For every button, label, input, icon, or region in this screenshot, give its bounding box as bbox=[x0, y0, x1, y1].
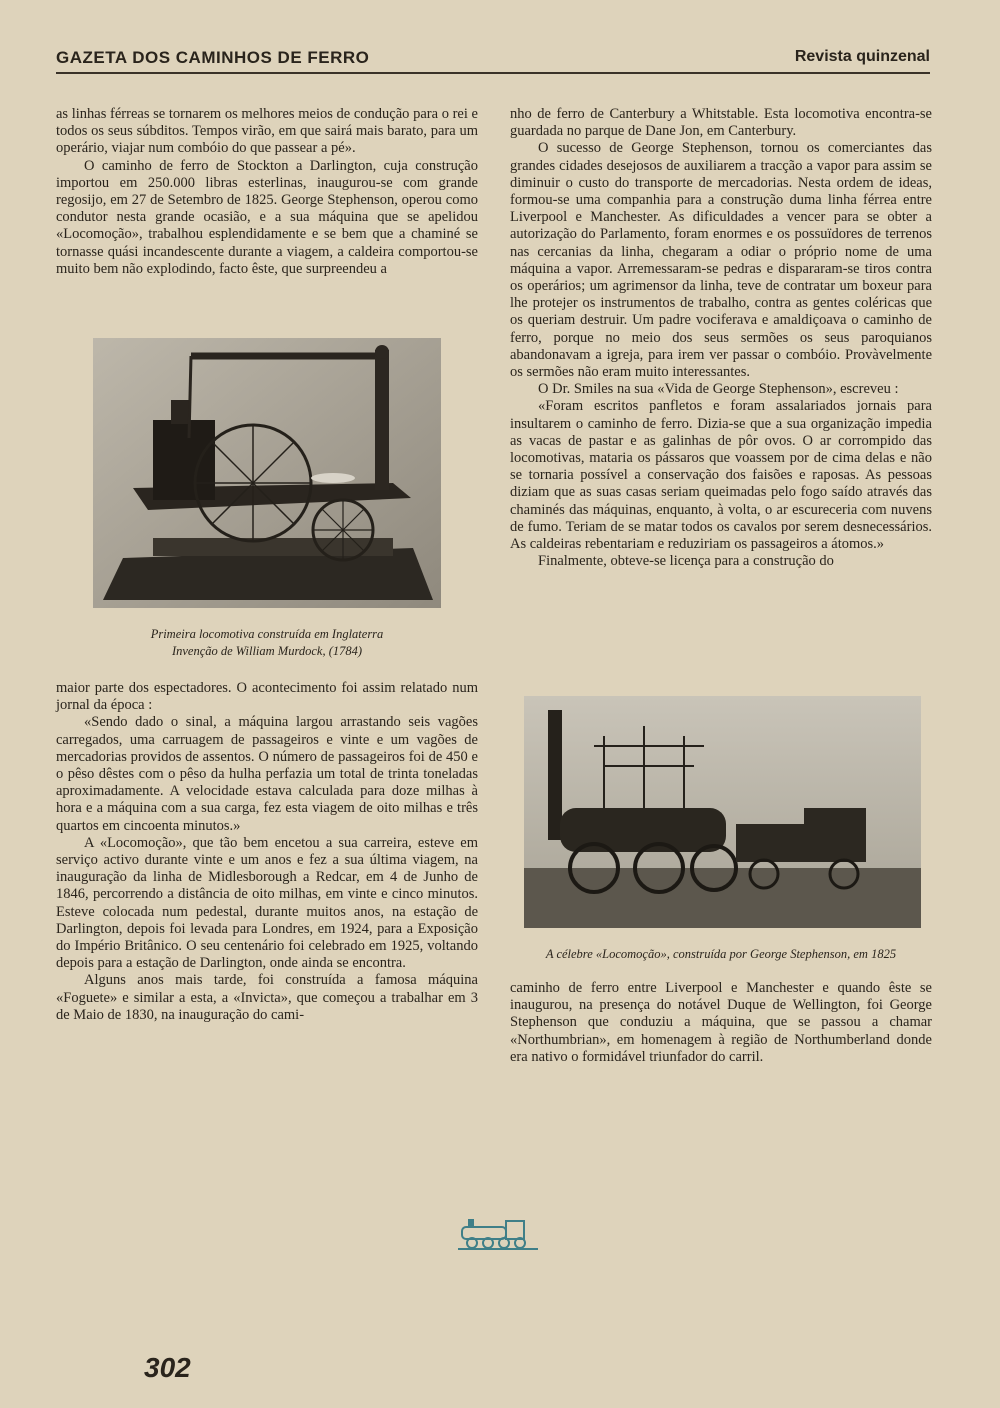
paragraph: O caminho de ferro de Stockton a Darlington, cuja construção importou em 250.000 libras esterlinas, inaugurou-se com grande regosijo, em 27 de Setembro de 1825. George Stephenson, operou como condutor nesta grande ocasião, e a sua máquina que se apelidou «Locomoção», trabalhou esplendidamente e se bem que a chaminé se tornasse quási incandescente durante a viagem, a caldeira comportou-se muito bem não explodindo, facto êste, que surpreendeu a bbox=[56, 157, 478, 277]
paragraph: Finalmente, obteve-se licença para a construção do bbox=[538, 553, 834, 570]
journal-subtitle: Revista quinzenal bbox=[794, 48, 930, 65]
murdock-locomotive-photo bbox=[93, 338, 441, 608]
paragraph: A «Locomoção», que tão bem encetou a sua carreira, esteve em serviço activo durante vinte e um anos e fez a sua última viagem, na inauguração da linha de Midlesborough a Redcar, em 4 de Junho de 1846, percorrendo a distância de oito milhas, em vinte e cinco minutos. Esteve colocada num pedestal, durante muitos anos, na estação de Darlington, depois foi levada para Londres, em 1924, para a Exposição do Império Britânico. O seu centenário foi celebrado em 1925, voltando depois para a estação de Darlington, onde ainda se encontra. bbox=[56, 834, 478, 972]
figure2-caption: A célebre «Locomoção», construída por George Stephenson, em 1825 bbox=[545, 947, 897, 961]
paragraph: O sucesso de George Stephenson, tornou os comerciantes das grandes cidades desejosos de auxiliarem a tracção a vapor para assim se diminuir o custo do transporte de mercadorias. Nesta ordem de ideas, formou-se uma companhia para a construção duma linha férrea entre Liverpool e Manchester. As dificuldades a vencer para se obter a autorização do Parlamento, foram enormes e os possuïdores de terrenos nas cercanias da linha, chegaram a odiar o próprio nome de uma máquina a vapor. Arremessaram-se pedras e dispararam-se tiros contra os operários; um agrimensor da linha, teve de contratar um boxeur para lhe protejer os instrumentos de trabalho, contra as gentes coléricas que os queriam destruir. Um padre vociferava e amaldiçoava o caminho de ferro, porque no meio dos seus sermões os seus paroquianos abandonavam a igreja, para irem ver passar o combóio. Provàvelmente os sermões não eram muito interessantes. bbox=[510, 140, 932, 381]
locomocao-photo bbox=[524, 696, 921, 928]
right-column-top bbox=[510, 106, 932, 570]
journal-title: GAZETA DOS CAMINHOS DE FERRO bbox=[56, 48, 370, 67]
figure-locomocao bbox=[524, 696, 921, 928]
right-column-bottom bbox=[510, 980, 932, 1066]
paragraph: «Foram escritos panfletos e foram assalariados jornais para insultarem o caminho de ferro. Dizia-se que a sua organização impedia as vacas de pastar e as galinhas de pôr ovos. O ar corrompido das locomotivas, mataria os pássaros que voassem por de cima delas e não se tornaria possível a conservação dos faisões e raposas. As pessoas diziam que as suas casas seriam queimadas pelo fogo saído através das chaminés das máquinas, enquanto, à volta, o ar escureceria com nuvens de fumo. Teriam de se matar todos os cavalos por serem desnecessários. As caldeiras rebentariam e reduziriam os passageiros a átomos.» bbox=[510, 398, 932, 553]
paragraph: as linhas férreas se tornarem os melhores meios de condução para o rei e todos os seus súbditos. Tempos virão, em que sairá mais barato, para um operário, viajar num combóio do que passear a pé». bbox=[56, 106, 478, 157]
figure1-caption bbox=[60, 626, 474, 660]
paragraph: nho de ferro de Canterbury a Whitstable. Esta locomotiva encontra-se guardada no parque de Dane Jon, em Canterbury. bbox=[510, 106, 932, 140]
paragraph: «Sendo dado o sinal, a máquina largou arrastando seis vagões carregados, uma carruagem de passageiros e vinte e um vagões de mercadorias providos de assentos. O número de passageiros foi de 450 e o pêso dêstes com o pêso da hulha perfazia um total de trinta toneladas aproximadamente. A velocidade estava calculada para doze milhas à hora e a máquina com a sua carga, fez esta viagem de oito milhas e três quartos em cincoenta minutos.» bbox=[56, 714, 478, 834]
paragraph: O Dr. Smiles na sua «Vida de George Stephenson», escreveu : bbox=[538, 381, 899, 398]
train-logo-icon bbox=[458, 1215, 538, 1251]
left-column-top bbox=[56, 106, 478, 278]
paragraph: Alguns anos mais tarde, foi construída a famosa máquina «Foguete» e similar a esta, a «Invicta», que começou a trabalhar em 3 de Maio de 1830, na inauguração do cami- bbox=[56, 972, 478, 1023]
paragraph: caminho de ferro entre Liverpool e Manchester e quando êste se inaugurou, na presença do notável Duque de Wellington, foi George Stephenson que conduziu a máquina, que se passou a chamar «Northumbrian», em homenagem à região de Northumberland donde era nativo o formidável triunfador do carril. bbox=[510, 980, 932, 1065]
page-number: 302 bbox=[144, 1352, 191, 1383]
page-header bbox=[56, 46, 930, 74]
figure-murdock-locomotive bbox=[93, 338, 441, 608]
figure1-caption-line2: Invenção de William Murdock, (1784) bbox=[171, 644, 363, 658]
left-column-bottom bbox=[56, 680, 478, 1024]
figure1-caption-line1: Primeira locomotiva construída em Inglaterra bbox=[150, 627, 384, 641]
paragraph: maior parte dos espectadores. O acontecimento foi assim relatado num jornal da época : bbox=[56, 680, 478, 714]
